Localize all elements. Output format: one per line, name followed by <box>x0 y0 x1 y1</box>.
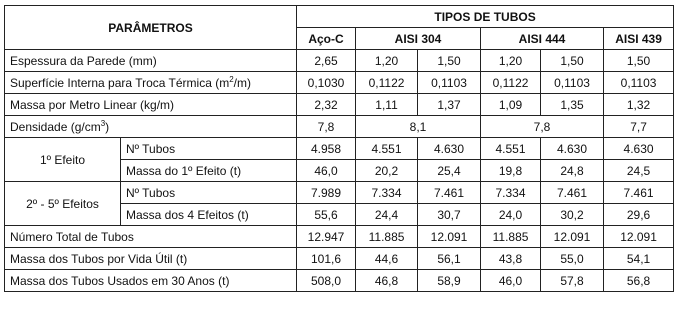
table-cell: 7,8 <box>481 116 604 138</box>
row-label-end: /m) <box>233 75 251 90</box>
table-cell: 54,1 <box>604 248 674 270</box>
table-cell: 4.551 <box>481 138 541 160</box>
table-cell: 24,0 <box>481 204 541 226</box>
row-label-end: ) <box>105 119 110 134</box>
row-label: Nº Tubos <box>121 182 297 204</box>
superscript: 2 <box>229 74 234 84</box>
header-tipos-de-tubos: TIPOS DE TUBOS <box>297 6 674 28</box>
table-cell: 20,2 <box>356 160 418 182</box>
header-row-1 <box>5 6 674 28</box>
table-cell: 55,0 <box>541 248 604 270</box>
row-label: Número Total de Tubos <box>5 226 297 248</box>
table-cell: 12.091 <box>418 226 481 248</box>
table-cell: 7.989 <box>297 182 356 204</box>
table-container <box>4 5 674 292</box>
table-cell: 56,8 <box>604 270 674 292</box>
table-cell: 2,32 <box>297 94 356 116</box>
table-row <box>5 182 674 204</box>
table-cell: 4.630 <box>604 138 674 160</box>
table-cell: 4.630 <box>541 138 604 160</box>
table-cell: 8,1 <box>356 116 481 138</box>
table-cell: 7,7 <box>604 116 674 138</box>
table-cell: 24,8 <box>541 160 604 182</box>
row-label: Massa dos 4 Efeitos (t) <box>121 204 297 226</box>
table-cell: 1,35 <box>541 94 604 116</box>
table-row <box>5 138 674 160</box>
table-cell: 12.091 <box>604 226 674 248</box>
table-cell: 24,4 <box>356 204 418 226</box>
table-cell: 19,8 <box>481 160 541 182</box>
table-cell: 58,9 <box>418 270 481 292</box>
table-cell: 57,8 <box>541 270 604 292</box>
row-label: Massa dos Tubos Usados em 30 Anos (t) <box>5 270 297 292</box>
header-aco-c: Aço-C <box>297 28 356 50</box>
table-cell: 7.461 <box>604 182 674 204</box>
parameters-table <box>4 5 674 292</box>
table-cell: 2,65 <box>297 50 356 72</box>
table-cell: 101,6 <box>297 248 356 270</box>
group-label-efeito-1: 1º Efeito <box>5 138 121 182</box>
row-label: Massa por Metro Linear (kg/m) <box>5 94 297 116</box>
row-label-text: Densidade (g/cm <box>10 119 101 134</box>
table-cell: 1,50 <box>604 50 674 72</box>
row-label: Espessura da Parede (mm) <box>5 50 297 72</box>
table-cell: 46,0 <box>481 270 541 292</box>
table-cell: 46,0 <box>297 160 356 182</box>
table-cell: 1,37 <box>418 94 481 116</box>
table-row <box>5 248 674 270</box>
table-row <box>5 72 674 94</box>
table-cell: 0,1122 <box>481 72 541 94</box>
table-cell: 30,7 <box>418 204 481 226</box>
table-cell: 7.334 <box>481 182 541 204</box>
table-cell: 1,09 <box>481 94 541 116</box>
table-cell: 0,1103 <box>541 72 604 94</box>
table-cell: 0,1030 <box>297 72 356 94</box>
table-cell: 24,5 <box>604 160 674 182</box>
table-cell: 4.630 <box>418 138 481 160</box>
table-cell: 43,8 <box>481 248 541 270</box>
table-cell: 7.334 <box>356 182 418 204</box>
row-label: Massa dos Tubos por Vida Útil (t) <box>5 248 297 270</box>
row-label: Massa do 1º Efeito (t) <box>121 160 297 182</box>
table-cell: 55,6 <box>297 204 356 226</box>
table-cell: 44,6 <box>356 248 418 270</box>
table-cell: 508,0 <box>297 270 356 292</box>
table-row <box>5 50 674 72</box>
table-cell: 1,11 <box>356 94 418 116</box>
row-label <box>5 72 297 94</box>
table-cell: 1,20 <box>356 50 418 72</box>
header-aisi-444: AISI 444 <box>481 28 604 50</box>
table-cell: 1,32 <box>604 94 674 116</box>
row-label: Nº Tubos <box>121 138 297 160</box>
table-cell: 56,1 <box>418 248 481 270</box>
header-parametros: PARÂMETROS <box>5 6 297 50</box>
table-cell: 0,1103 <box>418 72 481 94</box>
row-label <box>5 116 297 138</box>
table-row <box>5 226 674 248</box>
header-aisi-304: AISI 304 <box>356 28 481 50</box>
table-cell: 29,6 <box>604 204 674 226</box>
table-cell: 25,4 <box>418 160 481 182</box>
table-cell: 1,50 <box>541 50 604 72</box>
superscript: 3 <box>100 118 106 128</box>
table-cell: 30,2 <box>541 204 604 226</box>
table-row <box>5 94 674 116</box>
table-cell: 46,8 <box>356 270 418 292</box>
header-aisi-439: AISI 439 <box>604 28 674 50</box>
table-cell: 12.947 <box>297 226 356 248</box>
group-label-efeitos-2-5: 2º - 5º Efeitos <box>5 182 121 226</box>
table-cell: 0,1122 <box>356 72 418 94</box>
table-cell: 4.958 <box>297 138 356 160</box>
table-row <box>5 270 674 292</box>
table-cell: 0,1103 <box>604 72 674 94</box>
table-cell: 7.461 <box>418 182 481 204</box>
table-cell: 11.885 <box>481 226 541 248</box>
row-label-text: Superfície Interna para Troca Térmica (m <box>10 75 230 90</box>
table-cell: 12.091 <box>541 226 604 248</box>
table-cell: 1,50 <box>418 50 481 72</box>
table-cell: 1,20 <box>481 50 541 72</box>
table-cell: 7.461 <box>541 182 604 204</box>
table-cell: 7,8 <box>297 116 356 138</box>
table-cell: 11.885 <box>356 226 418 248</box>
table-row <box>5 116 674 138</box>
table-cell: 4.551 <box>356 138 418 160</box>
